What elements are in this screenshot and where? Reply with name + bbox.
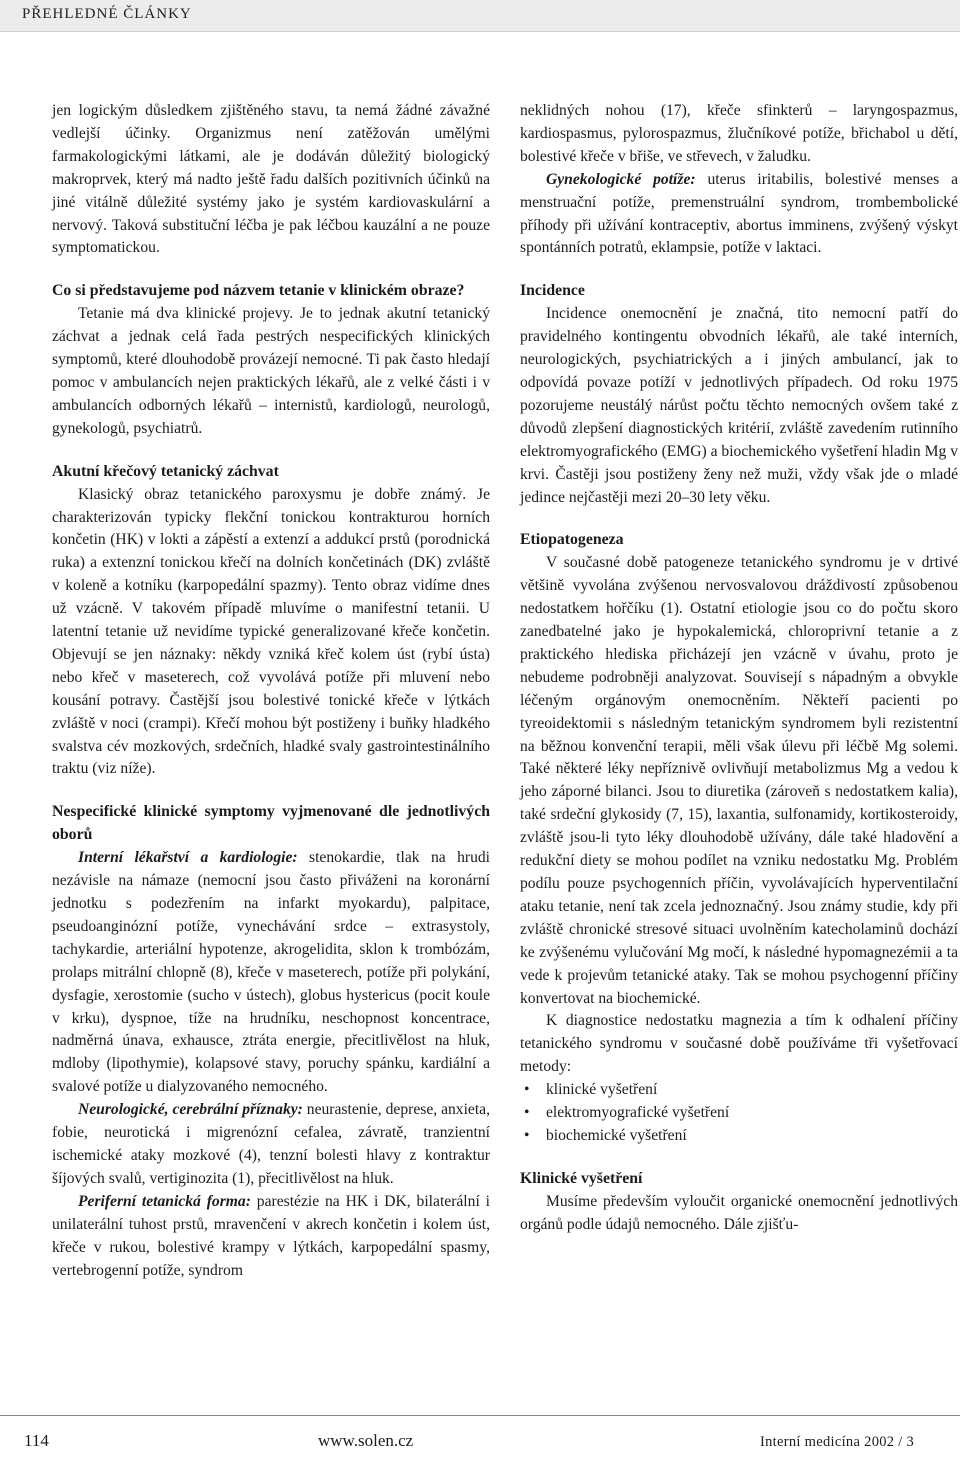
paragraph: Incidence onemocnění je značná, tito nemocní patří do pravidelného kontingentu obvodních lékařů, ale také interních, neurologických, psychiatrických a i jiných ambulancí, jak to odpovídá povaze potíží v jednotlivých případech. Od roku 1975 pozorujeme neustálý nárůst počtu těchto nemocných ovšem také z důvodů zlepšení diagnostických kritérií, zvláště zavedením rutinního elektromyografického (EMG) a biochemického vyšetření hladin Mg v krvi. Častěji jsou postiženy ženy než muži, vždy však jde o mladé jedince nejčastěji mezi 20–30 lety věku.	[520, 305, 958, 506]
paragraph: K diagnostice nedostatku magnezia a tím k odhalení příčiny tetanického syndromu v současné době používáme tři vyšetřovací metody:	[520, 1012, 958, 1076]
section-heading: Klinické vyšetření	[520, 1169, 643, 1187]
paragraph-body: neurastenie, deprese, anxieta, fobie, neurotická i migrenózní cefalea, závratě, tranzientní ischemické ataky mozkové (4), tenzní bolesti hlavy z kontraktur šíjových svalů, vertiginozita (1), přecitlivělost na hluk.	[52, 1101, 490, 1187]
section-header-bar	[0, 0, 960, 32]
paragraph: Klasický obraz tetanického paroxysmu je dobře známý. Je charakterizován typicky flekční tonickou kontrakturou horních končetin (HK) v lokti a zápěstí a extenzí a addukcí prstů (porodnická ruka) a extenzní tonickou křečí na dolních končetinách (DK) zvláště v koleně a kotníku (karpopedální spazmy). Tento obraz vidíme dnes už vzácně. V takovém případě mluvíme o manifestní tetanii. U latentní tetanie už nevidíme typické generalizované křeče končetin. Objevují se jen náznaky: někdy vzniká křeč kolem úst (rybí ústa) nebo křeč v maseterech, což vyvolává potíže při mluvení nebo kousání potravy. Častější jsou bolestivé tonické křeče v lýtkách zvláště v noci (crampi). Křečí mohou být postiženy i buňky hladkého svalstva cév mozkových, srdečních, hladké svaly gastrointestinálního traktu (viz níže).	[52, 485, 490, 778]
footer-divider	[0, 1415, 960, 1416]
left-column	[52, 100, 490, 1282]
paragraph: neklidných nohou (17), křeče sfinkterů – laryngospazmus, kardiospasmus, pylorospazmus, žlučníkové potíže, břichabol u dětí, bolestivé křeče v břiše, ve střevech, v žaludku.	[520, 102, 958, 165]
section-heading: Nespecifické klinické symptomy vyjmenované dle jednotlivých oborů	[52, 803, 490, 844]
right-column	[520, 100, 958, 1237]
bullet-icon: •	[524, 1104, 530, 1122]
section-heading: Co si představujeme pod názvem tetanie v klinickém obraze?	[52, 282, 465, 300]
paragraph: Musíme především vyloučit organické onemocnění jednotlivých orgánů podle údajů nemocného. Dále zjišťu-	[520, 1192, 958, 1233]
list-item-text: biochemické vyšetření	[546, 1126, 687, 1144]
paragraph	[52, 847, 490, 1099]
paragraph-lead: Neurologické, cerebrální příznaky:	[78, 1101, 303, 1119]
list-item	[520, 1079, 958, 1102]
paragraph: jen logickým důsledkem zjištěného stavu, ta nemá žádné závažné vedlejší účinky. Organizmus není zatěžován umělými farmakologickými látkami, ale je dodáván důležitý biologický makroprvek, který má nadto ještě řadu dalších pozitivních účinků na jiné vitálně důležité systémy jako je systém kardiovaskulární a nervový. Taková substituční léčba je pak léčbou kauzální a ne pouze symptomatickou.	[52, 102, 490, 257]
section-heading: Etiopatogeneza	[520, 531, 624, 549]
section-heading: Akutní křečový tetanický záchvat	[52, 462, 279, 480]
list-item-text: elektromyografické vyšetření	[546, 1104, 730, 1122]
paragraph: Tetanie má dva klinické projevy. Je to jednak akutní tetanický záchvat a jednak celá řada pestrých nespecifických klinických symptomů, které dlouhodobě provázejí nemocné. Ti pak často hledají pomoc v ambulancích nejen praktických lékařů, ale z velké části i v ambulancích odborných lékařů – internistů, kardiologů, neurologů, gynekologů, psychiatrů.	[52, 305, 490, 437]
paragraph-lead: Periferní tetanická forma:	[78, 1192, 251, 1210]
bullet-icon: •	[524, 1126, 530, 1144]
journal-name: Interní medicína 2002 / 3	[760, 1434, 915, 1450]
list-item-text: klinické vyšetření	[546, 1081, 658, 1099]
method-list	[520, 1079, 958, 1148]
paragraph-body: uterus iritabilis, bolestivé menses a menstruační potíže, premenstruální syndrom, trombembolické příhody při užívání kontraceptiv, abortus imminens, zvýšený výskyt spontánních potratů, eklampsie, potíže v laktaci.	[520, 170, 958, 257]
paragraph-body: parestézie na HK i DK, bilaterální i unilaterální tuhost prstů, mravenčení v akrech končetin i kolem úst, křeče v rukou, bolestivé krampy v lýtkách, karpopedální spasmy, vertebrogenní potíže, syndrom	[52, 1192, 490, 1279]
section-title: PŘEHLEDNÉ ČLÁNKY	[22, 6, 192, 22]
paragraph	[520, 169, 958, 261]
paragraph	[52, 1099, 490, 1191]
paragraph-body: stenokardie, tlak na hrudi nezávisle na námaze (nemocní jsou často přiváženi na koronární jednotku s podezřením na infarkt myokardu), palpitace, pseudoanginózní potíže, vynechávání srdce – extrasystoly, tachykardie, arteriální hypotenze, akrogelidita, sklon k trombózám, prolaps mitrální chlopně (8), křeče v maseterech, potíže při polykání, dysfagie, xerostomie (sucho v ústech), globus hystericus (pocit koule v krku), dyspnoe, tíže na hrudníku, neschopnost koncentrace, nadměrná únava, exhausce, ztráta energie, přecitlivělost na hluk, mdloby (lipothymie), kolapsové stavy, poruchy spánku, kardiální a svalové potíže u dialyzovaného nemocného.	[52, 849, 491, 1096]
paragraph-lead: Gynekologické potíže:	[546, 170, 696, 188]
section-heading: Incidence	[520, 282, 585, 300]
list-item	[520, 1125, 958, 1148]
paragraph	[52, 1191, 490, 1283]
paragraph: V současné době patogeneze tetanického syndromu je v drtivé většině vyvolána zvýšenou nervosvalovou dráždivostí způsobenou nedostatkem hořčíku (1). Ostatní etiologie jsou co do počtu skoro zanedbatelné jako je hypokalemická, chloroprivní tetanie a z praktického hlediska přicházejí jen vzácně v úvahu, proto je nebudeme podrobněji analyzovat. Souvisejí s nápadným a obvykle léčeným orgánovým onemocněním. Někteří pacienti po tyreoidektomii s následným tetanickým syndromem byli rezistentní na běžnou konvenční terapii, měli však úlevu při léčbě Mg solemi. Také některé léky nepříznivě ovlivňují metabolizmus Mg a vedou k jeho záporné bilanci. Jsou to diuretika (zároveň s nedostatkem kalia), také srdeční glykosidy (7, 15), laxantia, sulfonamidy, kortikosteroidy, zvláště jsou-li tyto léky dlouhodobě užívány, dále také hladovění a redukční diety se mohou podílet na vzniku nedostatku Mg. Problém podílu pouze psychogenních příčin, vyvolávajících hyperventilační ataku tetanie, není tak zcela jednoznačný. Jsou známy studie, kdy při zvláště chronické stresové situaci uvolněním katecholaminů dochází ke zvýšenému vylučování Mg močí, k následné hypomagnezémii a ta vede k projevům tetanické ataky. Tak se mohou psychogenní příčiny konvertovat na biochemické.	[520, 554, 958, 1007]
bullet-icon: •	[524, 1081, 530, 1099]
paragraph-lead: Interní lékařství a kardiologie:	[78, 849, 298, 867]
website-link[interactable]: www.solen.cz	[318, 1431, 414, 1450]
page-number: 114	[24, 1431, 49, 1450]
list-item	[520, 1102, 958, 1125]
